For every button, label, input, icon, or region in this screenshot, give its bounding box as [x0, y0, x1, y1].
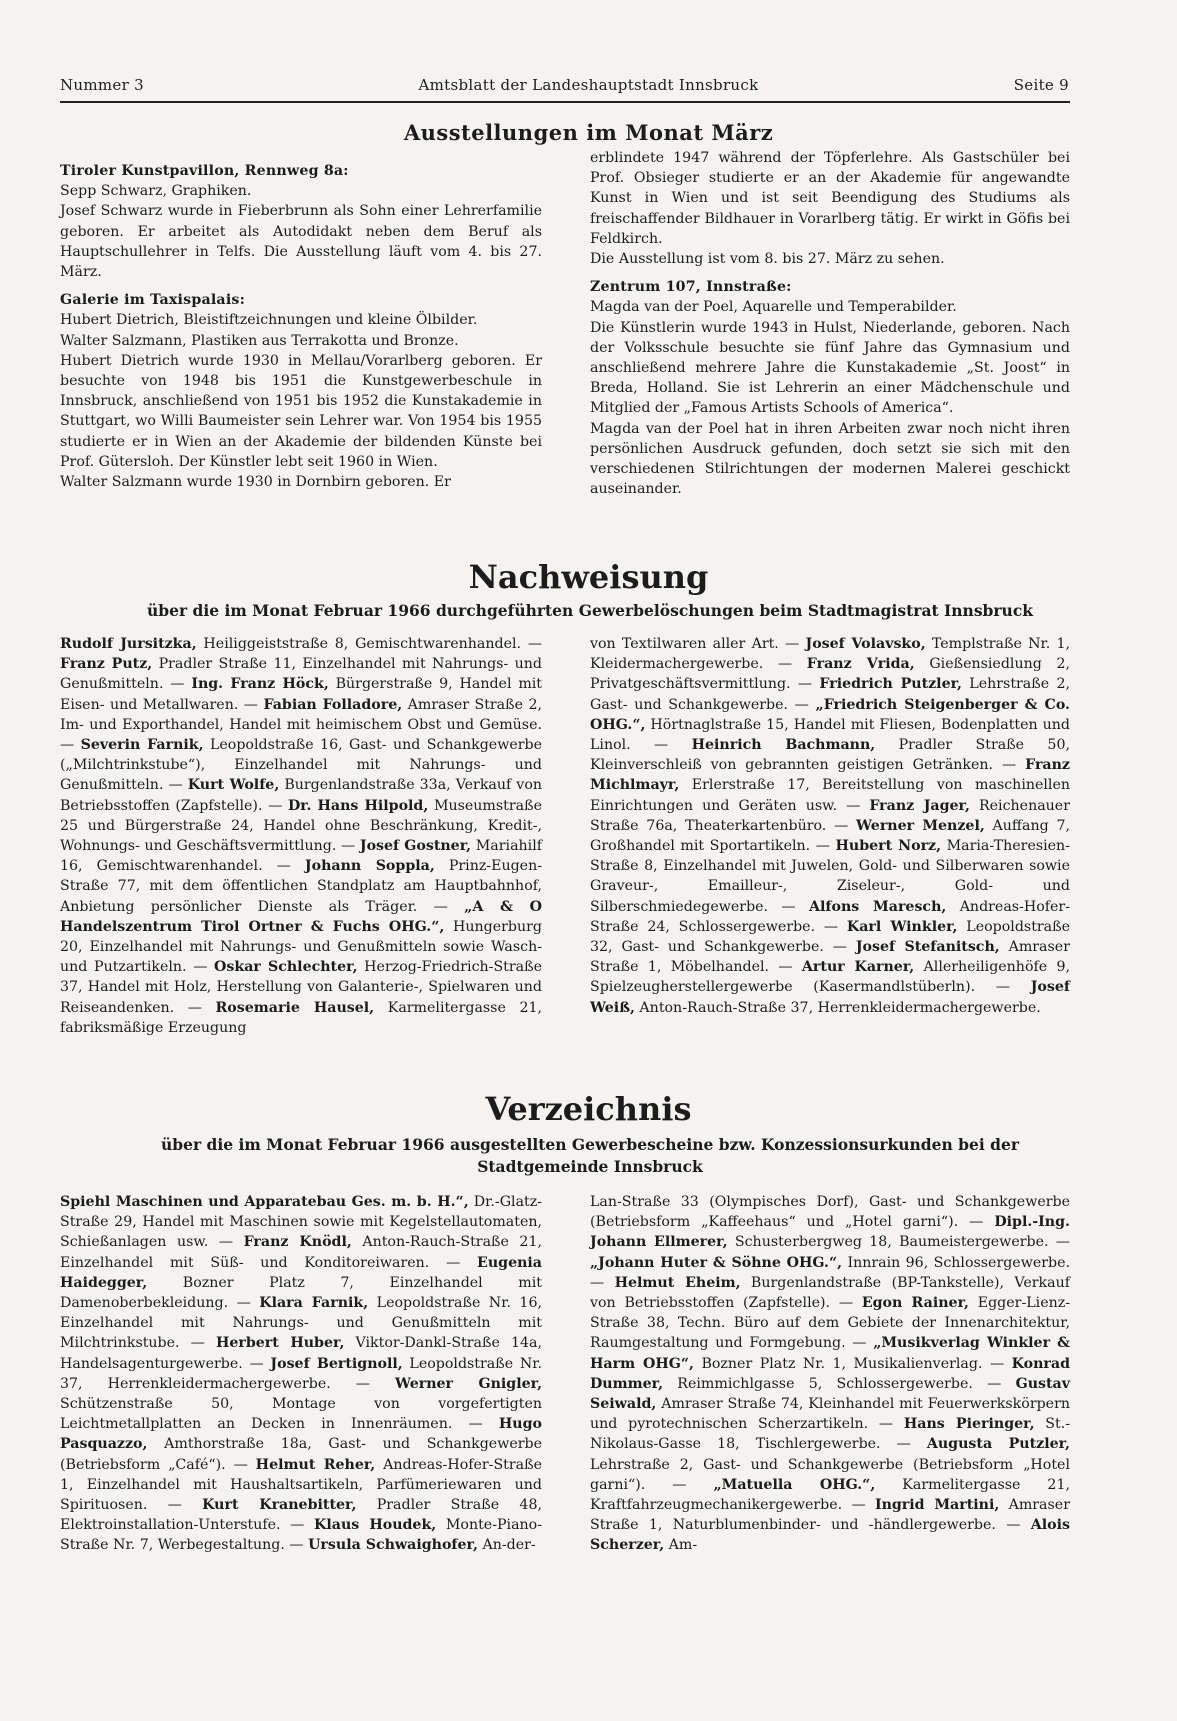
entry-name: Josef Volavsko, [805, 636, 926, 652]
verzeichnis-heading: Verzeichnis [485, 1090, 692, 1128]
entry-text: Leopoldstraße 16, Gast- und Schankgewerbe („Milchtrinkstube“), Einzelhandel mit Nahrungs- und Genußmitteln. — [60, 737, 542, 794]
entry-text: Amraser Straße 74, Kleinhandel mit Feuerwerkskörpern und pyrotechnischen Scherzartikeln. — [590, 1396, 1070, 1433]
entry-text: Herzog-Friedrich-Straße 37, Handel mit Holz, Herstellung von Galanterie-, Spielwaren und Reiseandenken. — [60, 959, 542, 1016]
entry-name: Alois Scherzer, [590, 1517, 1070, 1554]
nachweisung-heading: Nachweisung [468, 558, 709, 596]
entry-text: Allerheiligenhöfe 9, Spielzeugherstellergewerbe (Kasermandlstüberln). — [590, 959, 1070, 996]
entry-name: „A & O Handelszentrum Tirol Ortner & Fuchs OHG.“, [60, 898, 542, 935]
entry-name: „Johann Huter & Söhne OHG.“, [590, 1254, 843, 1271]
paragraph: Die Künstlerin wurde 1943 in Hulst, Niederlande, geboren. Nach der Volksschule besuchte sie fünf Jahre das Gymnasium und anschließend mehrere Jahre die Kunstakademie „St. Joost“ in Breda, Holland. Sie ist Lehrerin an einer Mädchenschule und Mitglied der „Famous Artists Schools of America“. [590, 319, 1070, 417]
header-rule [60, 101, 1070, 103]
entry-text: Gießensiedlung 2, Privatgeschäftsvermittlung. — [590, 656, 1070, 693]
entry-name: Hubert Norz, [835, 838, 942, 855]
entry-text: Auffang 7, Großhandel mit Sportartikeln. — [590, 817, 1070, 855]
entry-name: Ing. Franz Höck, [191, 676, 329, 693]
entry-text: Erlerstraße 17, Bereitstellung von maschinellen Einrichtungen und Geräten usw. — [590, 777, 1070, 814]
entry-name: „Friedrich Steigenberger & Co. OHG.“, [590, 696, 1070, 733]
entry-name: Rudolf Jursitzka, [60, 636, 197, 652]
paragraph: erblindete 1947 während der Töpferlehre. Als Gastschüler bei Prof. Obsieger studierte er an der Akademie für angewandte Kunst in Wien und ist seit Beendigung des Studiums als freischaffender Bildhauer in Vorarlberg tätig. Er wirkt in Göfis bei Feldkirch. [590, 150, 1070, 247]
entry-text: Leopoldstraße Nr. 16, Einzelhandel mit Nahrungs- und Genußmitteln mit Milchtrinkstube. — [60, 1295, 542, 1352]
entry-name: Oskar Schlechter, [214, 959, 358, 976]
entry-text: Am- [664, 1537, 698, 1554]
entry-name: „Matuella OHG.“, [713, 1476, 876, 1493]
entry-name: Klaus Houdek, [314, 1517, 437, 1534]
entry-text: Mariahilf 16, Gemischtwarenhandel. — [60, 838, 542, 875]
entry-name: Egon Rainer, [861, 1295, 969, 1312]
entry-name: Konrad Dummer, [590, 1355, 1070, 1392]
entry-text: Dr.-Glatz-Straße 29, Handel mit Maschinen sowie mit Kegelstellautomaten, Schießanlagen usw. — [60, 1194, 542, 1251]
entry-name: Dipl.-Ing. Johann Ellmerer, [590, 1214, 1070, 1251]
entry-text: Bozner Platz 7, Einzelhandel mit Damenoberbekleidung. — [60, 1274, 542, 1312]
entry-name: Artur Karner, [801, 959, 915, 976]
entry-name: Josef Stefanitsch, [855, 939, 1000, 956]
entry-text: von Textilwaren aller Art. — [590, 636, 806, 652]
entry-text: Anton-Rauch-Straße 37, Herrenkleidermachergewerbe. [634, 999, 1041, 1016]
entry-text: Museumstraße 25 und Bürgerstraße 24, Handel ohne Beschränkung, Kredit-, Wohnungs- und Geschäftsvermittlung. — [60, 797, 542, 855]
entry-name: „Musikverlag Winkler & Harm OHG“, [590, 1335, 1070, 1372]
entry-name: Franz Jager, [869, 797, 970, 814]
paragraph: Josef Schwarz wurde in Fieberbrunn als Sohn einer Lehrerfamilie geboren. Er arbeitet als Autodidakt neben dem Beruf als Hauptschullehrer in Telfs. Die Ausstellung läuft vom 4. bis 27. März. [60, 203, 542, 281]
entry-text: Leopoldstraße 32, Gast- und Schankgewerbe. — [590, 918, 1071, 956]
entry-name: Karl Winkler, [846, 918, 958, 935]
entry-name: Heinrich Bachmann, [691, 737, 876, 754]
entry-text: Schusterbergweg 18, Baumeistergewerbe. — [727, 1234, 1070, 1251]
verzeichnis-left-column [60, 1192, 542, 1556]
venue-heading: Zentrum 107, Innstraße: [590, 279, 792, 296]
entry-paragraph [60, 634, 542, 1038]
entry-name: Josef Gostner, [359, 838, 472, 855]
entry-paragraph [590, 1192, 1070, 1556]
entry-text: An-der- [477, 1537, 536, 1554]
entry-text: Karmelitergasse 21, fabriksmäßige Erzeugung [60, 999, 543, 1036]
entry-text: Andreas-Hofer-Straße 24, Schlossergewerbe. — [590, 898, 1071, 935]
exhibitions-heading: Ausstellungen im Monat März [403, 120, 774, 145]
entry-name: Kurt Wolfe, [187, 777, 280, 794]
entry-text: Monte-Piano-Straße Nr. 7, Werbegestaltung. — [60, 1517, 543, 1554]
entry-name: Kurt Kranebitter, [202, 1497, 357, 1514]
paragraph: Die Ausstellung ist vom 8. bis 27. März zu sehen. [590, 251, 945, 268]
entry-text: Hörtnaglstraße 15, Handel mit Fliesen, Bodenplatten und Linol. — [590, 716, 1070, 754]
verzeichnis-right-column [590, 1192, 1070, 1556]
entry-text: Templstraße Nr. 1, Kleidermachergewerbe. — [590, 636, 1070, 673]
entry-name: Franz Knödl, [243, 1234, 352, 1251]
verzeichnis-subtitle: über die im Monat Februar 1966 ausgestellten Gewerbescheine bzw. Konzessionsurkunden bei der Stadtgemeinde Innsbruck [160, 1135, 1020, 1176]
entry-text: Bozner Platz Nr. 1, Musikalienverlag. — [693, 1355, 1012, 1372]
entry-name: Alfons Maresch, [808, 898, 947, 915]
entry-name: Johann Soppla, [304, 858, 435, 875]
venue-heading: Galerie im Taxispalais: [60, 292, 246, 309]
paragraph: Walter Salzmann wurde 1930 in Dornbirn geboren. Er [60, 474, 451, 491]
entry-text: Lehrstraße 2, Gast- und Schankgewerbe. — [590, 676, 1070, 713]
entry-text: Karmelitergasse 21, Kraftfahrzeugmechanikergewerbe. — [590, 1476, 1070, 1514]
entry-name: Klara Farnik, [259, 1295, 369, 1312]
entry-name: Spiehl Maschinen und Apparatebau Ges. m. b. H.“, [60, 1194, 469, 1210]
entry-text: Bürgerstraße 9, Handel mit Eisen- und Metallwaren. — [60, 676, 543, 713]
nachweisung-left-column [60, 634, 542, 1038]
entry-name: Augusta Putzler, [926, 1436, 1070, 1453]
page-number: Seite 9 [1013, 76, 1069, 94]
entry-text: Pradler Straße 50, Kleinverschleiß von gebrannten geistigen Getränken. — [590, 737, 1070, 774]
entry-text: Amthorstraße 18a, Gast- und Schankgewerbe (Betriebsform „Café“). — [60, 1436, 542, 1473]
entry-text: Burgenlandstraße 33a, Verkauf von Betriebsstoffen (Zapfstelle). — [60, 777, 543, 814]
paragraph: Sepp Schwarz, Graphiken. [60, 183, 252, 200]
entry-text: Egger-Lienz-Straße 38, Techn. Büro auf dem Gebiete der Innenarchitektur, Raumgestaltung und Formgebung. — [590, 1295, 1071, 1352]
entry-name: Rosemarie Hausel, [215, 999, 375, 1016]
entry-text: Lan-Straße 33 (Olympisches Dorf), Gast- und Schankgewerbe (Betriebsform „Kaffeehaus“ und „Hotel garni“). — [590, 1194, 1070, 1231]
entry-name: Ingrid Martini, [874, 1497, 1000, 1514]
entry-text: Amraser Straße 2, Im- und Exporthandel, Handel mit heimischem Obst und Gemüse. — [60, 696, 543, 754]
entry-text: St.-Nikolaus-Gasse 18, Tischlergewerbe. — [590, 1416, 1071, 1453]
paragraph: Magda van der Poel, Aquarelle und Temperabilder. [590, 299, 957, 316]
entry-text: Leopoldstraße Nr. 37, Herrenkleidermachergewerbe. — [60, 1355, 542, 1392]
entry-text: Amraser Straße 1, Naturblumenbinder- und -händlergewerbe. — [590, 1497, 1070, 1534]
entry-name: Franz Michlmayr, [590, 757, 1070, 794]
publication-title: Amtsblatt der Landeshauptstadt Innsbruck [418, 76, 759, 94]
paragraph: Walter Salzmann, Plastiken aus Terrakotta und Bronze. [60, 332, 459, 349]
entry-text: Andreas-Hofer-Straße 1, Einzelhandel mit Haushaltsartikeln, Parfümeriewaren und Spirituosen. — [60, 1456, 542, 1514]
entry-name: Helmut Eheim, [614, 1274, 741, 1291]
entry-text: Reichenauer Straße 76a, Theaterkartenbüro. — [590, 797, 1070, 834]
entry-name: Werner Gnigler, [394, 1375, 543, 1392]
entry-text: Innrain 96, Schlossergewerbe. — [590, 1254, 1071, 1291]
entry-text: Reimmichlgasse 5, Schlossergewerbe. — [663, 1375, 1016, 1392]
entry-text: Amraser Straße 1, Möbelhandel. — [590, 939, 1070, 976]
exhibitions-left-column [60, 161, 542, 492]
entry-text: Hungerburg 20, Einzelhandel mit Nahrungs- und Genußmitteln sowie Wasch- und Putzartikeln. — [60, 918, 542, 976]
entry-name: Ursula Schwaighofer, [308, 1537, 478, 1554]
entry-name: Gustav Seiwald, [590, 1375, 1070, 1413]
entry-text: Heiliggeiststraße 8, Gemischtwarenhandel. — [196, 636, 543, 652]
exhibitions-right-column [590, 148, 1070, 499]
entry-name: Hans Pieringer, [903, 1416, 1035, 1433]
entry-name: Hugo Pasquazzo, [60, 1416, 542, 1453]
entry-text: Pradler Straße 11, Einzelhandel mit Nahrungs- und Genußmitteln. — [60, 656, 542, 693]
entry-name: Werner Menzel, [856, 817, 985, 834]
entry-name: Herbert Huber, [215, 1335, 345, 1352]
entry-text: Schützenstraße 50, Montage von vorgefertigten Leichtmetallplatten an Decken in Innenräumen. — [60, 1396, 542, 1433]
entry-name: Josef Weiß, [590, 979, 1070, 1016]
entry-paragraph [590, 634, 1070, 1018]
entry-name: Helmut Reher, [255, 1456, 376, 1473]
entry-name: Josef Bertignoll, [270, 1355, 403, 1372]
entry-name: Franz Vrida, [806, 656, 915, 673]
entry-name: Eugenia Haidegger, [60, 1254, 542, 1291]
entry-name: Dr. Hans Hilpold, [287, 797, 429, 814]
entry-text: Prinz-Eugen-Straße 77, mit dem öffentlichen Standplatz am Hauptbahnhof, Anbietung persönlicher Dienste als Träger. — [60, 858, 542, 915]
paragraph: Magda van der Poel hat in ihren Arbeiten zwar noch nicht ihren persönlichen Ausdruck gefunden, doch setzt sie sich mit den verschiedenen Stilrichtungen der modernen Malerei geschickt auseinander. [590, 420, 1070, 498]
entry-text: Anton-Rauch-Straße 21, Einzelhandel mit Süß- und Konditoreiwaren. — [60, 1234, 542, 1271]
entry-text: Maria-Theresien-Straße 8, Einzelhandel mit Juwelen, Gold- und Silberwaren sowie Graveur-, Emailleur-, Ziseleur-, Gold- und Silberschmiedegewerbe. — [590, 838, 1070, 915]
issue-number: Nummer 3 [60, 76, 144, 94]
entry-name: Friedrich Putzler, [819, 676, 962, 693]
entry-name: Fabian Folladore, [263, 696, 403, 713]
nachweisung-subtitle: über die im Monat Februar 1966 durchgeführten Gewerbelöschungen beim Stadtmagistrat Innsbruck [146, 601, 1034, 620]
entry-text: Burgenlandstraße (BP-Tankstelle), Verkauf von Betriebsstoffen (Zapfstelle). — [590, 1274, 1070, 1312]
entry-text: Lehrstraße 2, Gast- und Schankgewerbe (Betriebsform „Hotel garni“). — [590, 1456, 1070, 1493]
entry-paragraph [60, 1192, 542, 1556]
entry-text: Viktor-Dankl-Straße 14a, Handelsagenturgewerbe. — [60, 1335, 542, 1372]
paragraph: Hubert Dietrich wurde 1930 in Mellau/Vorarlberg geboren. Er besuchte von 1948 bis 1951 die Kunstgewerbeschule in Innsbruck, anschließend von 1951 bis 1952 die Kunstakademie in Stuttgart, wo Willi Baumeister sein Lehrer war. Von 1954 bis 1955 studierte er in Wien an der Akademie der bildenden Künste bei Prof. Gütersloh. Der Künstler lebt seit 1960 in Wien. [60, 352, 542, 470]
paragraph: Hubert Dietrich, Bleistiftzeichnungen und kleine Ölbilder. [60, 312, 478, 329]
nachweisung-right-column [590, 634, 1070, 1018]
entry-name: Franz Putz, [60, 656, 153, 673]
venue-heading: Tiroler Kunstpavillon, Rennweg 8a: [60, 163, 349, 179]
entry-name: Severin Farnik, [80, 737, 204, 754]
entry-text: Pradler Straße 48, Elektroinstallation-Unterstufe. — [60, 1497, 542, 1534]
